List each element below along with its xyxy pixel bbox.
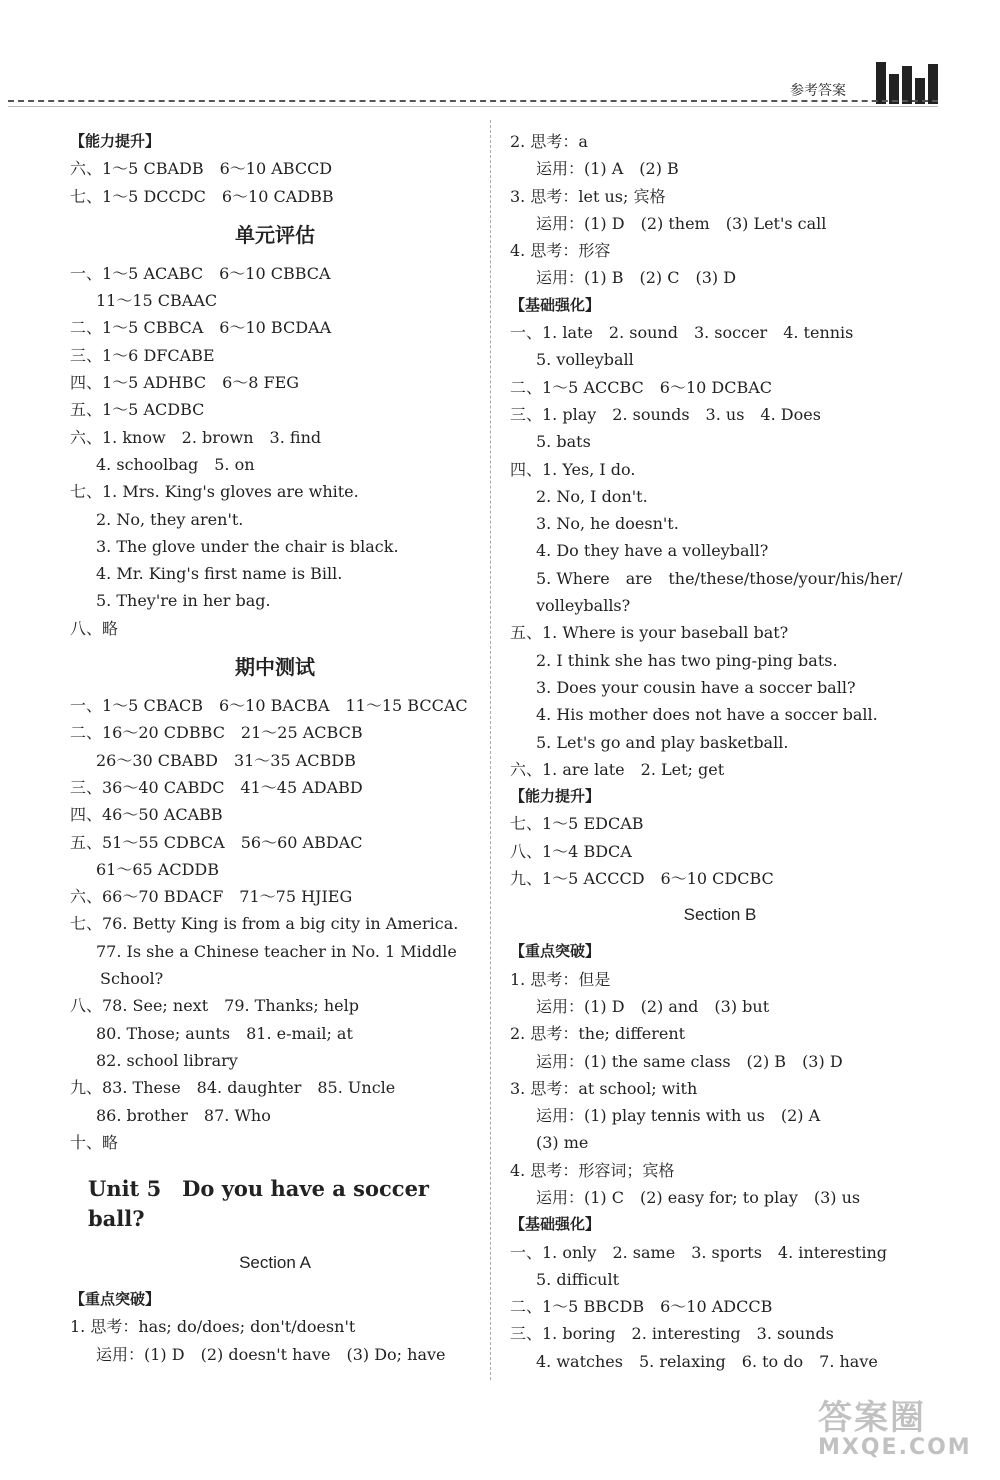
answer-line: 运用：(1) D (2) and (3) but: [536, 996, 770, 1016]
section-tag: 【能力提升】: [70, 132, 161, 150]
answer-line: 一、1～5 ACABC 6～10 CBBCA: [70, 263, 331, 283]
answer-line: 3. The glove under the chair is black.: [96, 536, 399, 556]
answer-line: 运用：(1) B (2) C (3) D: [536, 268, 737, 288]
answer-line: 七、76. Betty King is from a big city in America.: [70, 914, 459, 934]
answer-line: 十、略: [70, 1132, 119, 1152]
answer-line: 运用：(1) A (2) B: [536, 159, 679, 179]
answer-line: 二、1～5 CBBCA 6～10 BCDAA: [70, 318, 332, 338]
answer-line: 三、1. play 2. sounds 3. us 4. Does: [510, 404, 821, 424]
answer-line: 运用：(1) D (2) doesn't have (3) Do; have: [96, 1344, 446, 1364]
answer-line: 4. Do they have a volleyball?: [536, 541, 769, 561]
answer-line: 2. 思考：a: [510, 132, 588, 151]
answer-line: 5. bats: [536, 432, 591, 452]
answer-line: 二、16～20 CDBBC 21～25 ACBCB: [70, 723, 363, 743]
section-tag: 【基础强化】: [510, 295, 601, 314]
answer-line: 5. Where are the/these/those/your/his/her/: [536, 568, 903, 588]
answer-line: 2. I think she has two ping-ping bats.: [536, 650, 838, 670]
header-rule: [8, 100, 938, 102]
answer-line: 三、1～6 DFCABE: [70, 345, 215, 365]
answer-line: 一、1. late 2. sound 3. soccer 4. tennis: [510, 323, 854, 343]
answer-line: 11～15 CBAAC: [96, 291, 218, 311]
answer-line: 一、1～5 CBACB 6～10 BACBA 11～15 BCCAC: [70, 696, 468, 716]
section-heading: 单元评估: [235, 222, 315, 247]
answer-line: 九、83. These 84. daughter 85. Uncle: [70, 1078, 396, 1098]
answer-line: 五、1～5 ACDBC: [70, 400, 205, 420]
section-subheading: Section A: [239, 1253, 311, 1273]
answer-line: 九、1～5 ACCCD 6～10 CDCBC: [510, 869, 774, 889]
answer-line: 3. Does your cousin have a soccer ball?: [536, 677, 856, 697]
header-title: 参考答案: [790, 83, 846, 99]
page-header: [0, 0, 1000, 110]
watermark-logo: [818, 1390, 988, 1470]
answer-line: 八、略: [70, 618, 119, 638]
header-rule-thin: [8, 106, 938, 107]
answer-line: 1. 思考：但是: [510, 969, 611, 989]
column-divider: [490, 120, 491, 1380]
answer-line: 三、1. boring 2. interesting 3. sounds: [510, 1324, 834, 1344]
watermark-line2: MXQE.COM: [818, 1435, 972, 1460]
answer-line: 八、78. See; next 79. Thanks; help: [70, 996, 360, 1016]
section-tag: 【重点突破】: [510, 942, 601, 961]
answer-line: 4. 思考：形容: [510, 241, 611, 261]
answer-line: 六、1～5 CBADB 6～10 ABCCD: [70, 159, 333, 179]
answer-line: 运用：(1) D (2) them (3) Let's call: [536, 213, 827, 233]
left-column: [70, 128, 480, 1368]
answer-line: 八、1～4 BDCA: [510, 841, 632, 861]
answer-line: 3. 思考：let us; 宾格: [510, 186, 666, 206]
answer-line: 4. 思考：形容词；宾格: [510, 1160, 675, 1180]
right-column: [510, 128, 930, 1375]
section-tag: 【重点突破】: [70, 1290, 161, 1309]
answer-line: 运用：(1) the same class (2) B (3) D: [536, 1051, 843, 1071]
answer-line: School?: [100, 969, 164, 989]
answer-line: 5. difficult: [536, 1269, 620, 1289]
answer-line: 77. Is she a Chinese teacher in No. 1 Middle: [96, 941, 457, 961]
answer-line: 5. They're in her bag.: [96, 591, 271, 611]
answer-line: 26～30 CBABD 31～35 ACBDB: [96, 750, 356, 770]
watermark-line1: 答案圈: [818, 1398, 926, 1438]
answer-line: 六、66～70 BDACF 71～75 HJIEG: [70, 887, 353, 907]
answer-line: 六、1. know 2. brown 3. find: [70, 427, 322, 447]
header-logo-icon: [876, 62, 946, 104]
answer-line: 二、1～5 ACCBC 6～10 DCBAC: [510, 377, 773, 397]
answer-line: 61～65 ACDDB: [96, 859, 220, 879]
answer-line: 七、1～5 DCCDC 6～10 CADBB: [70, 186, 334, 206]
answer-line: 2. 思考：the; different: [510, 1024, 686, 1044]
answer-line: 5. Let's go and play basketball.: [536, 732, 789, 752]
answer-line: 三、36～40 CABDC 41～45 ADABD: [70, 777, 363, 797]
answer-line: 4. His mother does not have a soccer ball.: [536, 705, 878, 725]
answer-line: 六、1. are late 2. Let; get: [510, 759, 725, 779]
answer-line: 五、51～55 CDBCA 56～60 ABDAC: [70, 832, 363, 852]
answer-line: 4. schoolbag 5. on: [96, 454, 255, 474]
answer-line: 四、46～50 ACABB: [70, 805, 223, 825]
answer-line: 4. watches 5. relaxing 6. to do 7. have: [536, 1351, 878, 1371]
answer-line: 86. brother 87. Who: [96, 1105, 271, 1125]
answer-line: 2. No, I don't.: [536, 486, 648, 506]
answer-line: 1. 思考：has; do/does; don't/doesn't: [70, 1317, 356, 1337]
answer-line: 3. 思考：at school; with: [510, 1078, 698, 1098]
answer-line: 5. volleyball: [536, 350, 634, 370]
section-heading: 期中测试: [235, 655, 315, 680]
answer-line: 四、1. Yes, I do.: [510, 459, 636, 479]
answer-line: 五、1. Where is your baseball bat?: [510, 623, 789, 643]
answer-line: (3) me: [536, 1133, 589, 1153]
answer-line: 4. Mr. King's first name is Bill.: [96, 564, 343, 584]
section-subheading: Section B: [683, 905, 757, 925]
answer-line: 二、1～5 BBCDB 6～10 ADCCB: [510, 1297, 773, 1317]
answer-line: 82. school library: [96, 1050, 238, 1070]
answer-line: 四、1～5 ADHBC 6～8 FEG: [70, 373, 300, 393]
unit-heading: Unit 5 Do you have a soccer ball?: [88, 1176, 429, 1232]
answer-line: 3. No, he doesn't.: [536, 514, 679, 534]
answer-line: 运用：(1) C (2) easy for; to play (3) us: [536, 1187, 861, 1207]
answer-line: 运用：(1) play tennis with us (2) A: [536, 1106, 821, 1126]
answer-line: 一、1. only 2. same 3. sports 4. interesting: [510, 1242, 888, 1262]
answer-line: 七、1. Mrs. King's gloves are white.: [70, 482, 359, 502]
answer-line: 七、1～5 EDCAB: [510, 814, 644, 834]
section-tag: 【能力提升】: [510, 787, 601, 806]
answer-line: 80. Those; aunts 81. e-mail; at: [96, 1023, 353, 1043]
answer-line: 2. No, they aren't.: [96, 509, 244, 529]
answer-line: volleyballs?: [536, 596, 631, 616]
section-tag: 【基础强化】: [510, 1215, 601, 1234]
